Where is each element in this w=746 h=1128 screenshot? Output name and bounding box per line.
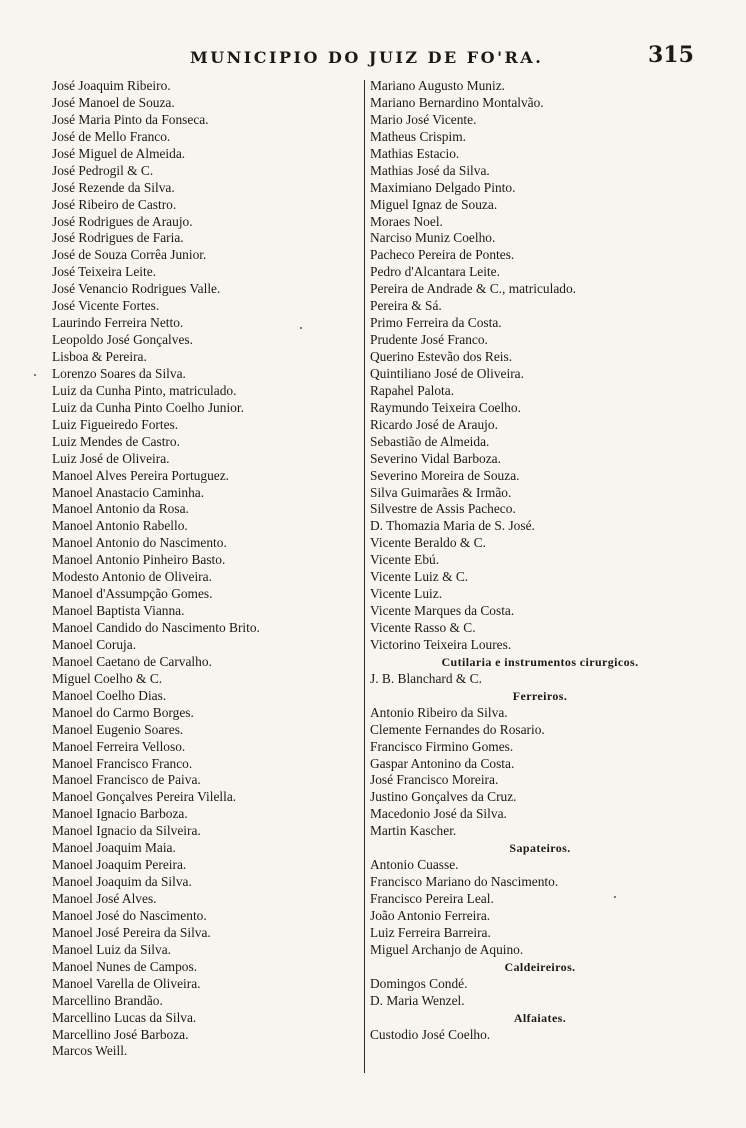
directory-entry: Primo Ferreira da Costa. [370,315,502,331]
directory-entry: Victorino Teixeira Loures. [370,636,512,652]
directory-entry: Manoel Gonçalves Pereira Vilella. [52,789,237,805]
directory-entry: Luiz da Cunha Pinto, matriculado. [52,382,237,398]
directory-entry: Manoel Joaquim da Silva. [52,874,192,890]
directory-entry: Modesto Antonio de Oliveira. [52,569,212,585]
directory-entry: Manoel Varella de Oliveira. [52,975,201,991]
directory-entry: Francisco Mariano do Nascimento. [370,874,559,890]
directory-entry: Mathias Estacio. [370,145,460,161]
directory-entry: Narciso Muniz Coelho. [370,230,496,246]
directory-entry: Manoel Joaquim Pereira. [52,857,187,873]
directory-entry: José Miguel de Almeida. [52,145,186,161]
directory-entry: Miguel Coelho & C. [52,670,163,686]
directory-entry: Manoel José Alves. [52,891,157,906]
directory-entry: Manoel Antonio Pinheiro Basto. [52,552,226,568]
directory-entry: Manoel Coelho Dias. [52,687,167,703]
directory-entry: Rapahel Palota. [370,382,455,398]
directory-entry: Manoel Ferreira Velloso. [52,738,186,754]
directory-entry: Manoel Eugenio Soares. [52,721,184,737]
directory-entry: José de Mello Franco. [52,128,171,144]
directory-entry: Severino Moreira de Souza. [370,467,520,483]
directory-entry: José Rodrigues de Faria. [52,230,184,246]
directory-entry: Marcos Weill. [52,1043,128,1059]
directory-entry: Marcellino Lucas da Silva. [52,1009,197,1025]
directory-entry: Manoel d'Assumpção Gomes. [52,586,213,602]
directory-entry: Manoel Candido do Nascimento Brito. [52,620,260,635]
directory-entry: João Antonio Ferreira. [370,907,491,923]
directory-entry: Antonio Cuasse. [370,857,459,873]
directory-entry: Francisco Firmino Gomes. [370,738,514,754]
directory-entry: Vicente Ebú. [370,552,440,568]
left-column [52,78,352,1060]
section-heading: Ferreiros. [512,688,568,703]
directory-entry: Prudente José Franco. [370,332,488,348]
directory-entry: D. Thomazia Maria de S. José. [370,518,535,534]
section-heading: Alfaiates. [513,1010,567,1025]
directory-entry: Pacheco Pereira de Pontes. [370,247,515,263]
directory-entry: Miguel Ignaz de Souza. [370,196,498,212]
directory-entry: Manoel Coruja. [52,636,137,652]
directory-entry: Antonio Ribeiro da Silva. [370,704,508,720]
directory-entry: Leopoldo José Gonçalves. [52,332,193,348]
directory-entry: Querino Estevão dos Reis. [370,349,513,364]
directory-entry: José Francisco Moreira. [370,772,499,788]
directory-entry: Laurindo Ferreira Netto. [52,315,184,331]
directory-entry: José Teixeira Leite. [52,264,157,280]
directory-entry: Manoel Francisco Franco. [52,755,193,771]
directory-entry: Pereira de Andrade & C., matriculado. [370,281,576,297]
directory-entry: José Ribeiro de Castro. [52,196,177,212]
directory-entry: Manoel Ignacio Barboza. [52,806,188,822]
directory-entry: Martin Kascher. [370,823,457,839]
directory-entry: Luiz Ferreira Barreira. [370,924,491,940]
directory-entry: Quintiliano José de Oliveira. [370,365,524,381]
page-number: 315 [648,42,694,68]
directory-entry: Manoel Anastacio Caminha. [52,484,205,500]
section-heading: Caldeireiros. [504,959,576,974]
directory-entry: Manoel do Carmo Borges. [52,704,194,720]
section-heading: Sapateiros. [509,841,571,856]
directory-entry: Manoel Antonio da Rosa. [52,501,189,517]
directory-entry: José Vicente Fortes. [52,298,160,314]
directory-entry: Lisboa & Pereira. [52,349,147,364]
directory-entry: Manoel Antonio do Nascimento. [52,535,227,551]
directory-entry: Vicente Luiz & C. [370,569,469,585]
directory-entry: Moraes Noel. [370,213,443,229]
directory-entry: Luiz Figueiredo Fortes. [52,416,179,432]
directory-entry: Sebastião de Almeida. [370,433,490,449]
ink-speck [300,327,302,329]
directory-entry: Manoel Baptista Vianna. [52,603,185,619]
directory-entry: José de Souza Corrêa Junior. [52,247,207,263]
directory-entry: Marcellino Brandão. [52,992,163,1008]
directory-entry: José Joaquim Ribeiro. [52,78,171,93]
ink-speck [614,896,616,898]
directory-entry: Manoel José do Nascimento. [52,907,207,923]
directory-entry: Pedro d'Alcantara Leite. [370,264,500,280]
directory-entry: Vicente Rasso & C. [370,620,476,635]
directory-entry: Marcellino José Barboza. [52,1026,189,1042]
right-column [364,78,710,1043]
directory-entry: José Rodrigues de Araujo. [52,213,193,229]
directory-entry: Vicente Marques da Costa. [370,603,515,619]
directory-entry: Manoel Joaquim Maia. [52,840,176,856]
directory-entry: Domingos Condé. [370,975,468,991]
directory-entry: Pereira & Sá. [370,298,442,314]
directory-entry: Luiz José de Oliveira. [52,450,170,466]
directory-entry: Vicente Beraldo & C. [370,535,486,551]
directory-entry: Manoel Francisco de Paiva. [52,772,201,788]
directory-entry: Francisco Pereira Leal. [370,891,494,906]
directory-entry: José Manoel de Souza. [52,94,175,110]
directory-entry: Manoel Nunes de Campos. [52,958,198,974]
directory-entry: Clemente Fernandes do Rosario. [370,721,545,737]
directory-entry: Severino Vidal Barboza. [370,450,501,466]
directory-entry: José Rezende da Silva. [52,179,175,195]
ink-speck [34,374,36,376]
directory-entry: José Pedrogil & C. [52,162,154,178]
directory-entry: Silva Guimarães & Irmão. [370,484,512,500]
directory-entry: Silvestre de Assis Pacheco. [370,501,516,517]
directory-entry: Manoel José Pereira da Silva. [52,924,211,940]
directory-entry: Maximiano Delgado Pinto. [370,179,516,195]
directory-entry: Manoel Ignacio da Silveira. [52,823,201,839]
directory-entry: Justino Gonçalves da Cruz. [370,789,517,805]
directory-entry: Custodio José Coelho. [370,1026,491,1042]
directory-entry: Manoel Antonio Rabello. [52,518,188,534]
directory-entry: Ricardo José de Araujo. [370,416,498,432]
directory-entry: Mathias José da Silva. [370,162,490,178]
section-heading: Cutilaria e instrumentos cirurgicos. [441,654,639,669]
directory-entry: Miguel Archanjo de Aquino. [370,941,524,957]
directory-entry: Luiz Mendes de Castro. [52,433,180,449]
directory-entry: Vicente Luiz. [370,586,443,602]
directory-entry: Mariano Bernardino Montalvão. [370,94,544,110]
directory-entry: Luiz da Cunha Pinto Coelho Junior. [52,399,244,415]
directory-entry: Gaspar Antonino da Costa. [370,755,515,771]
directory-entry: Manoel Caetano de Carvalho. [52,653,212,669]
directory-entry: Mario José Vicente. [370,111,477,127]
directory-entry: Manoel Luiz da Silva. [52,941,171,957]
running-title: MUNICIPIO DO JUIZ DE FO'RA. [190,48,544,67]
directory-entry: José Venancio Rodrigues Valle. [52,281,221,297]
directory-entry: J. B. Blanchard & C. [370,670,482,686]
directory-entry: José Maria Pinto da Fonseca. [52,111,209,127]
directory-entry: Lorenzo Soares da Silva. [52,365,186,381]
directory-entry: Mariano Augusto Muniz. [370,78,506,93]
page-header [0,44,746,74]
directory-entry: Raymundo Teixeira Coelho. [370,399,521,415]
directory-entry: Matheus Crispim. [370,128,466,144]
directory-entry: Manoel Alves Pereira Portuguez. [52,467,230,483]
directory-entry: D. Maria Wenzel. [370,992,465,1008]
directory-entry: Macedonio José da Silva. [370,806,507,822]
